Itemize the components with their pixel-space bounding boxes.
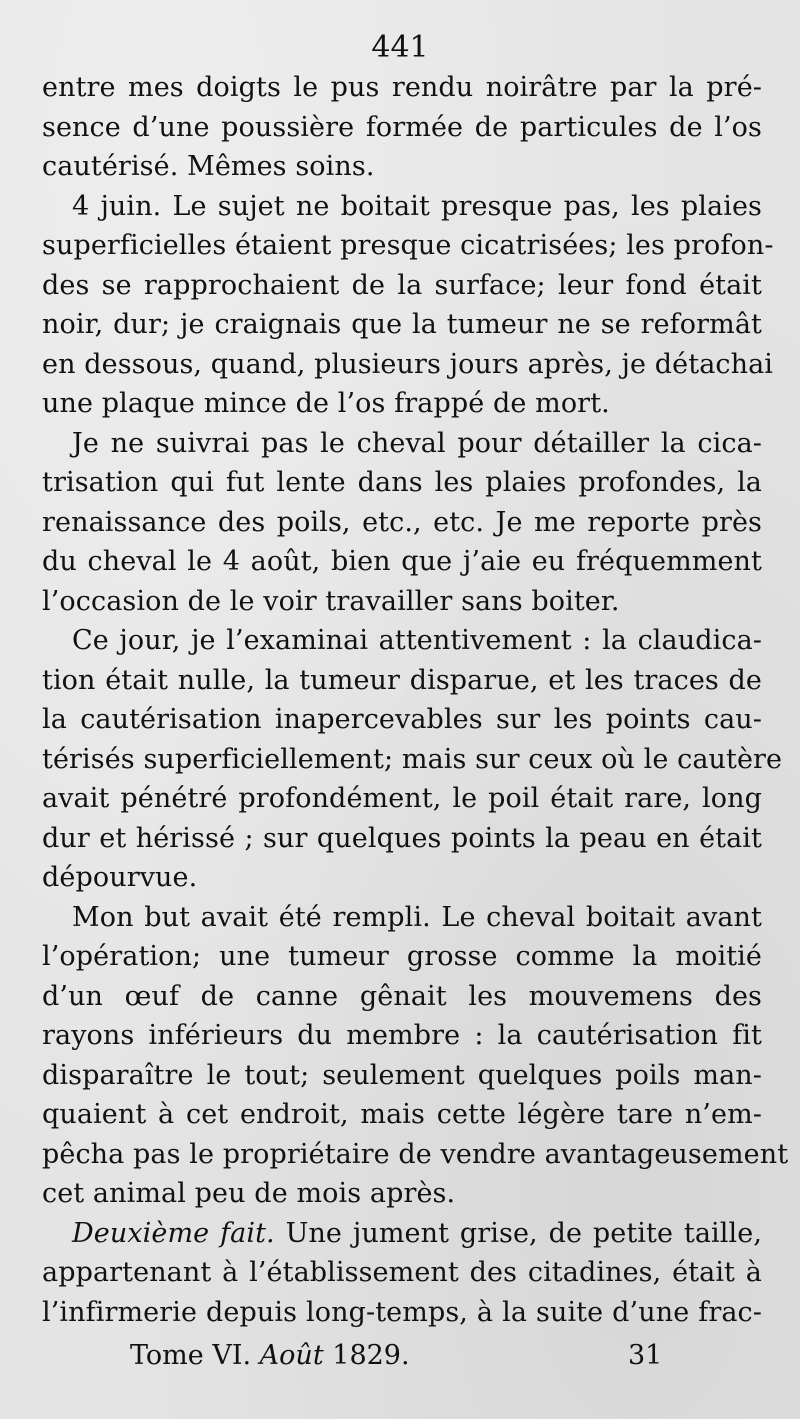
text-line-rest: Une jument grise, de petite taille, xyxy=(274,1217,763,1249)
text-line: des se rapprochaient de la surface; leur fond était xyxy=(42,269,762,301)
text-line: trisation qui fut lente dans les plaies profondes, la xyxy=(42,467,762,498)
text-line: 4 juin. Le sujet ne boitait presque pas, les plaies xyxy=(72,190,762,222)
section-lead-italic: Deuxième fait. xyxy=(72,1217,275,1249)
page-footer xyxy=(0,1336,800,1376)
footer-volume: Tome VI. xyxy=(130,1340,252,1371)
text-line: sence d’une poussière formée de particules de l’os xyxy=(42,111,762,143)
text-line: Ce jour, je l’examinai attentivement : la claudica- xyxy=(72,625,762,656)
text-line: du cheval le 4 août, bien que j’aie eu fréquemment xyxy=(42,546,762,577)
text-line: appartenant à l’établissement des citadines, était à xyxy=(42,1257,762,1288)
text-line: renaissance des poils, etc., etc. Je me reporte près xyxy=(42,506,762,538)
text-line: dépourvue. xyxy=(42,862,198,893)
text-line: l’occasion de le voir travailler sans boiter. xyxy=(42,585,620,617)
footer-volume-date xyxy=(130,1336,410,1376)
body-text xyxy=(42,68,789,1332)
text-line: Je ne suivrai pas le cheval pour détailler la cica- xyxy=(72,427,762,459)
text-line: quaient à cet endroit, mais cette légère tare n’em- xyxy=(42,1099,762,1130)
text-line: avait pénétré profondément, le poil était rare, long xyxy=(42,783,762,814)
text-line: entre mes doigts le pus rendu noirâtre par la pré- xyxy=(42,72,762,103)
text-line: noir, dur; je craignais que la tumeur ne se reformât xyxy=(42,309,762,340)
text-line: d’un œuf de canne gênait les mouvemens des xyxy=(42,980,762,1012)
page-number: 441 xyxy=(371,30,429,65)
text-line: superficielles étaient presque cicatrisées; les profon- xyxy=(42,230,774,261)
footer-month: Août xyxy=(259,1340,324,1371)
text-line: l’infirmerie depuis long-temps, à la suite d’une frac- xyxy=(42,1296,762,1328)
text-line: disparaître le tout; seulement quelques poils man- xyxy=(42,1059,762,1091)
text-line: dur et hérissé ; sur quelques points la peau en était xyxy=(42,822,762,854)
text-line: tion était nulle, la tumeur disparue, et les traces de xyxy=(42,664,762,696)
text-line xyxy=(42,1214,762,1254)
text-line: une plaque mince de l’os frappé de mort. xyxy=(42,388,610,419)
text-line: cautérisé. Mêmes soins. xyxy=(42,151,375,182)
text-line: l’opération; une tumeur grosse comme la moitié xyxy=(42,941,762,972)
text-line: térisés superficiellement; mais sur ceux où le cautère xyxy=(42,743,783,775)
footer-signature-number: 31 xyxy=(628,1340,663,1371)
text-line: Mon but avait été rempli. Le cheval boitait avant xyxy=(72,901,762,933)
footer-year: 1829. xyxy=(332,1340,410,1371)
text-line: cet animal peu de mois après. xyxy=(42,1178,456,1209)
text-line: rayons inférieurs du membre : la cautérisation fit xyxy=(42,1020,762,1051)
text-line: en dessous, quand, plusieurs jours après, je détachai xyxy=(42,348,774,380)
text-line: pêcha pas le propriétaire de vendre avantageusement xyxy=(42,1138,789,1170)
text-line: la cautérisation inapercevables sur les points cau- xyxy=(42,704,762,735)
